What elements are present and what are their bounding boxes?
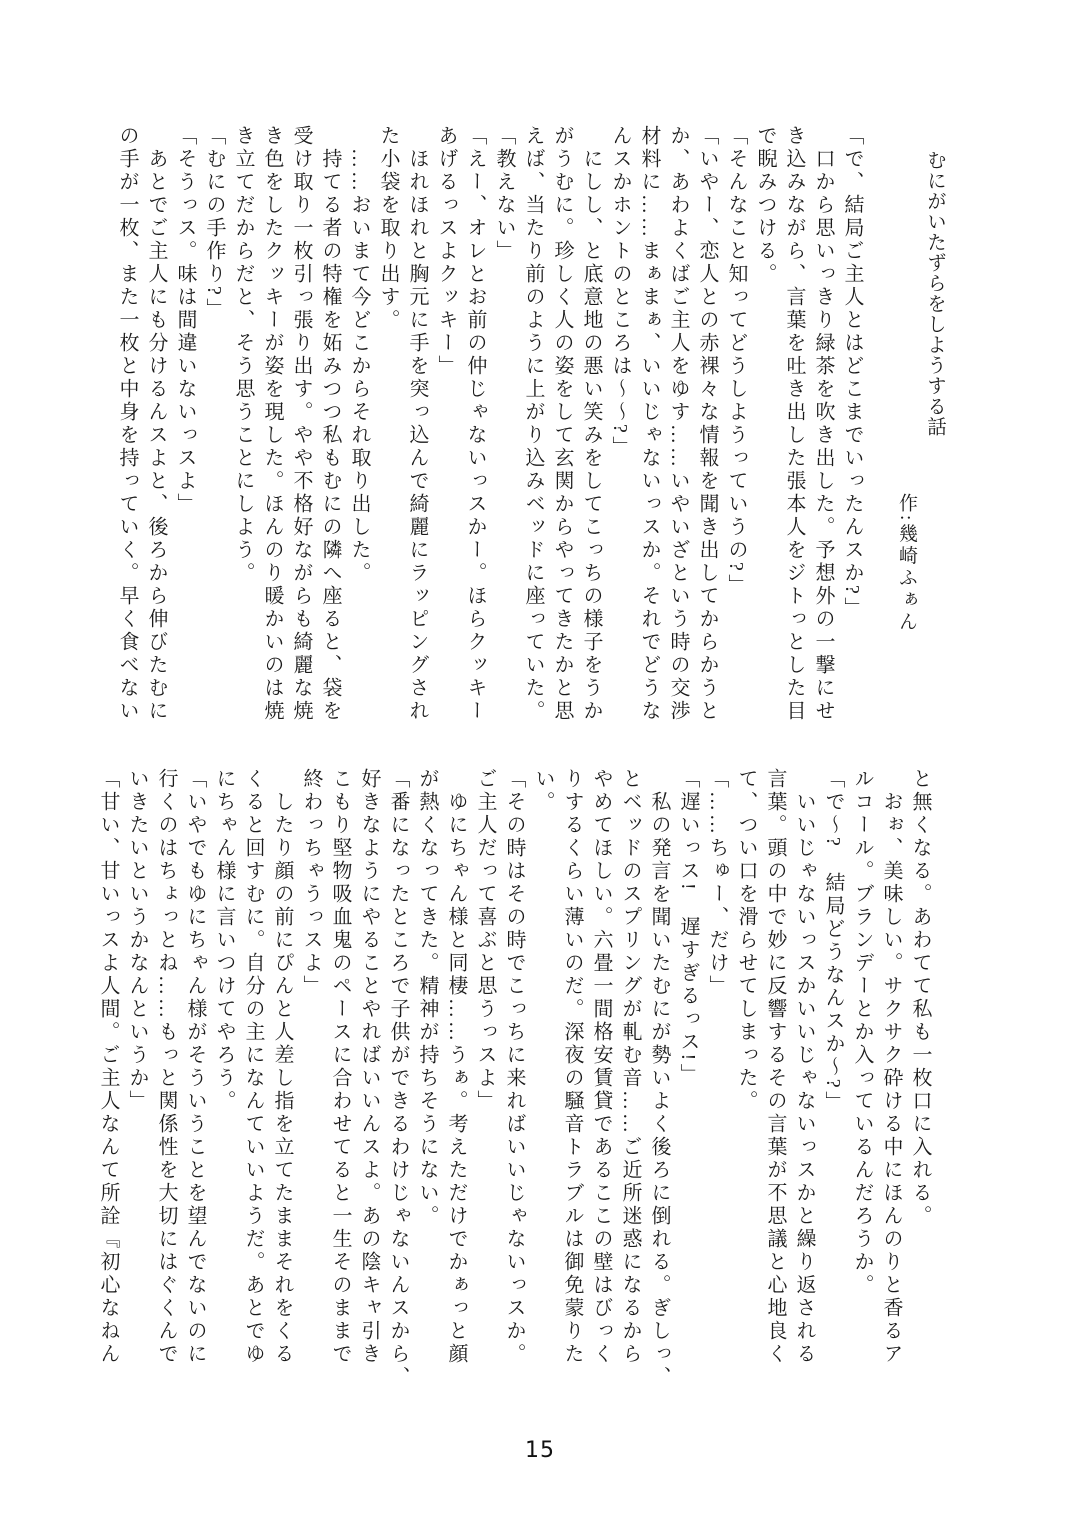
text-column: き立てだからだと、そう思うことにしよう。: [232, 125, 254, 585]
heading-area: [892, 150, 948, 870]
text-column: 「遅いっス! 遅すぎるっス!」: [677, 768, 699, 1087]
text-column: 「で〜? 結局どうなんスか〜?」: [822, 768, 844, 1114]
text-column: の手が一枚、また一枚と中身を持っていく。早く食べない: [116, 125, 138, 723]
text-column: 受け取り一枚引っ張り出す。やや不格好ながらも綺麗な焼: [290, 125, 312, 723]
text-column: 「……ちゅー、だけ」: [706, 768, 728, 998]
text-column: ゆにちゃん様と同棲……うぁ。考えただけでかぁっと顔: [445, 768, 467, 1366]
page-title: むにがいたずらをしようする話: [924, 150, 945, 437]
text-column: にちゃん様に言いつけてやろう。: [213, 768, 235, 1113]
text-column: 「甘い、甘いっスよ人間。ご主人なんて所詮『初心なねん: [97, 768, 119, 1366]
text-column: やめてほしい。六畳一間格安賃貸であるここの壁はびっく: [590, 768, 612, 1366]
text-column: で睨みつける。: [754, 125, 776, 286]
story-text-bottom-block: [93, 768, 934, 1392]
text-column: 「えー、オレとお前の仲じゃないっスかー。ほらクッキー: [464, 125, 486, 723]
text-column: た小袋を取り出す。: [377, 125, 399, 332]
text-column: て、つい口を滑らせてしまった。: [735, 768, 757, 1113]
text-column: ほれほれと胸元に手を突っ込んで綺麗にラッピングされ: [406, 125, 428, 723]
text-column: したり顔の前にぴんと人差し指を立てたままそれをくる: [271, 768, 293, 1366]
text-column: 「むにの手作り?」: [203, 125, 225, 321]
text-column: 「で、結局ご主人とはどこまでいったんスか?」: [841, 125, 863, 620]
text-column: 「いやー、恋人との赤裸々な情報を聞き出してからかうと: [696, 125, 718, 723]
author-credit: 作:幾崎ふぁん: [896, 493, 917, 634]
text-column: んスかホントのところは〜〜?」: [609, 125, 631, 459]
text-column: 「そうっス。味は間違いないっスよ」: [174, 125, 196, 516]
text-column: と無くなる。あわてて私も一枚口に入れる。: [909, 768, 931, 1228]
text-column: 好きなようにやることやればいいんスよ。あの陰キャ引き: [358, 768, 380, 1366]
text-column: あげるっスよクッキー」: [435, 125, 457, 378]
text-column: 材料に……まぁまぁ、いいじゃないっスか。それでどうな: [638, 125, 660, 723]
text-column: き込みながら、言葉を吐き出した張本人をジトっとした目: [783, 125, 805, 723]
text-column: いきたいというかなんというか」: [126, 768, 148, 1113]
text-column: 「教えない」: [493, 125, 515, 263]
text-column: ご主人だって喜ぶと思うっスよ」: [474, 768, 496, 1113]
text-column: 「その時はその時でこっちに来ればいいじゃないっスか。: [503, 768, 525, 1366]
text-column: き色をしたクッキーが姿を現した。ほんのり暖かいのは焼: [261, 125, 283, 723]
text-column: がうむに。珍しく人の姿をして玄関からやってきたかと思: [551, 125, 573, 723]
text-column: か、あわよくばご主人をゆす……いやいざという時の交渉: [667, 125, 689, 723]
text-column: 「番になったところで子供ができるわけじゃないんスから、: [387, 768, 409, 1389]
text-column: 「そんなこと知ってどうしようっていうの?」: [725, 125, 747, 597]
page-number: 15: [525, 1438, 555, 1463]
text-column: いいじゃないっスかいいじゃないっスかと繰り返される: [793, 768, 815, 1366]
text-column: 私の発言を聞いたむにが勢いよく後ろに倒れる。ぎしっ、: [648, 768, 670, 1389]
text-column: とベッドのスプリングが軋む音……ご近所迷惑になるから: [619, 768, 641, 1366]
text-column: 「いやでもゆにちゃん様がそういうことを望んでないのに: [184, 768, 206, 1366]
text-column: にしし、と底意地の悪い笑みをしてこっちの様子をうか: [580, 125, 602, 723]
text-column: くると回すむに。自分の主になんていいようだ。あとでゆ: [242, 768, 264, 1366]
story-text-top-block: [112, 125, 866, 737]
text-column: あとでご主人にも分けるんスよと、後ろから伸びたむに: [145, 125, 167, 723]
text-column: ……おいまて今どこからそれ取り出した。: [348, 125, 370, 585]
text-column: こもり堅物吸血鬼のペースに合わせてると一生そのままで: [329, 768, 351, 1366]
text-column: 口から思いっきり緑茶を吹き出した。予想外の一撃にせ: [812, 125, 834, 723]
text-column: りするくらい薄いのだ。深夜の騒音トラブルは御免蒙りた: [561, 768, 583, 1366]
text-column: 持てる者の特権を妬みつつ私もむにの隣へ座ると、袋を: [319, 125, 341, 723]
text-column: えば、当たり前のように上がり込みベッドに座っていた。: [522, 125, 544, 723]
text-column: 言葉。頭の中で妙に反響するその言葉が不思議と心地良く: [764, 768, 786, 1366]
text-column: おぉ、美味しい。サクサク砕ける中にほんのりと香るア: [880, 768, 902, 1366]
text-column: 終わっちゃうっスよ」: [300, 768, 322, 998]
text-column: い。: [532, 768, 554, 814]
text-column: ルコール。ブランデーとか入っているんだろうか。: [851, 768, 873, 1297]
text-column: 行くのはちょっとね……もっと関係性を大切にはぐくんで: [155, 768, 177, 1366]
text-column: が熱くなってきた。精神が持ちそうにない。: [416, 768, 438, 1228]
